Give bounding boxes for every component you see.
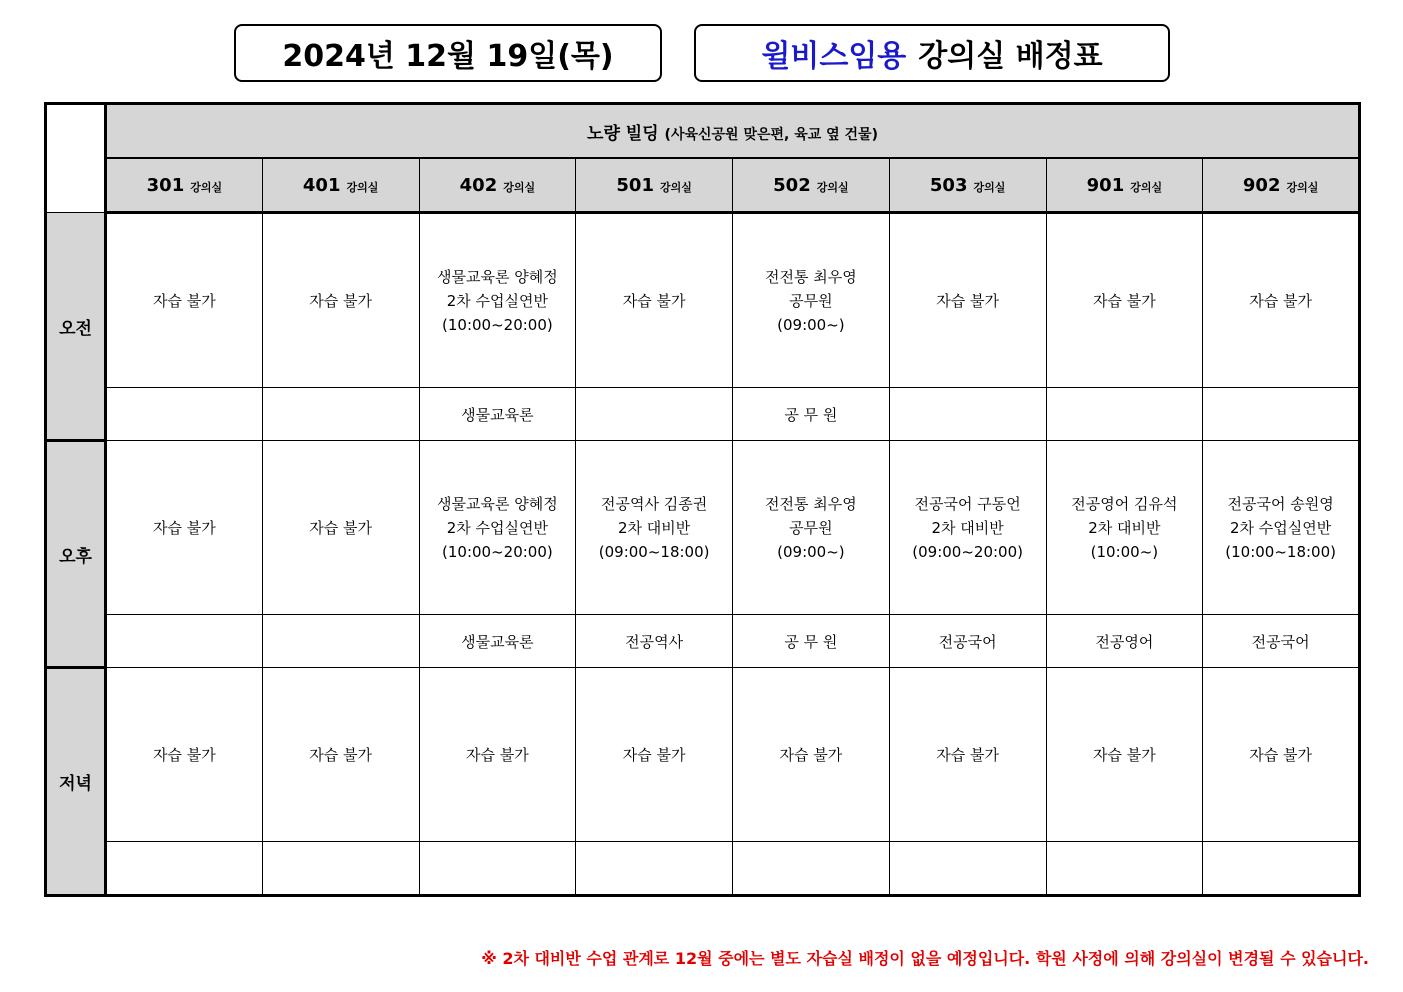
room-suffix: 강의실 xyxy=(503,180,536,194)
subject-cell xyxy=(106,388,263,441)
class-cell xyxy=(1046,213,1203,388)
subject-cell xyxy=(1203,388,1360,441)
subject-cell: 전공국어 xyxy=(1203,615,1360,668)
class-line: 자습 불가 xyxy=(153,291,216,310)
class-line: (10:00~) xyxy=(1090,542,1159,561)
class-line: (09:00~) xyxy=(777,542,845,561)
title-text: 강의실 배정표 xyxy=(918,39,1103,74)
class-line: (09:00~20:00) xyxy=(912,542,1023,561)
room-suffix: 강의실 xyxy=(816,180,849,194)
class-line: (10:00~20:00) xyxy=(442,315,553,334)
class-cell xyxy=(1203,213,1360,388)
class-line: (09:00~18:00) xyxy=(598,542,710,561)
subject-cell xyxy=(889,388,1046,441)
class-line: 자습 불가 xyxy=(153,518,216,537)
subject-cell: 공 무 원 xyxy=(733,388,890,441)
class-line: 2차 대비반 xyxy=(931,518,1004,537)
class-cell xyxy=(419,441,576,615)
corner-cell xyxy=(46,104,106,213)
notice-text: ※ 2차 대비반 수업 관계로 12월 중에는 별도 자습실 배정이 없을 예정입니다. 학원 사정에 의해 강의실이 변경될 수 있습니다. xyxy=(481,949,1369,968)
subject-cell xyxy=(889,842,1046,896)
class-line: 전공역사 김종권 xyxy=(601,494,708,513)
subject-cell xyxy=(576,842,733,896)
class-cell xyxy=(1046,441,1203,615)
room-suffix: 강의실 xyxy=(659,180,692,194)
class-line: 전공국어 송원영 xyxy=(1227,494,1334,513)
class-line: 공무원 xyxy=(789,291,833,310)
class-cell xyxy=(889,668,1046,842)
class-cell xyxy=(576,441,733,615)
class-line: 전전통 최우영 xyxy=(765,267,857,286)
room-header xyxy=(733,158,890,213)
class-cell xyxy=(733,668,890,842)
room-header xyxy=(106,158,263,213)
class-line: 2차 대비반 xyxy=(1088,518,1161,537)
class-line: 자습 불가 xyxy=(779,745,843,764)
subject-cell xyxy=(576,388,733,441)
period-label: 오전 xyxy=(46,213,106,441)
subject-cell xyxy=(1046,842,1203,896)
room-header xyxy=(262,158,419,213)
class-line: 자습 불가 xyxy=(466,745,529,764)
class-line: 자습 불가 xyxy=(936,291,999,310)
subject-cell xyxy=(262,615,419,668)
subject-cell xyxy=(419,842,576,896)
subject-cell xyxy=(106,842,263,896)
class-line: 자습 불가 xyxy=(936,745,999,764)
building-header xyxy=(106,104,1360,159)
room-header xyxy=(1203,158,1360,213)
class-cell xyxy=(106,213,263,388)
class-line: 전공국어 구동언 xyxy=(914,494,1021,513)
class-line: 2차 수업실연반 xyxy=(446,291,548,310)
class-cell xyxy=(106,441,263,615)
room-suffix: 강의실 xyxy=(1286,180,1319,194)
subject-cell: 공 무 원 xyxy=(733,615,890,668)
subject-cell: 생물교육론 xyxy=(419,615,576,668)
class-line: 2차 수업실연반 xyxy=(1229,518,1332,537)
class-cell xyxy=(733,213,890,388)
period-label: 저녁 xyxy=(46,668,106,896)
room-suffix: 강의실 xyxy=(1130,180,1163,194)
class-line: 전전통 최우영 xyxy=(765,494,857,513)
room-number: 901 xyxy=(1086,174,1125,196)
room-header xyxy=(576,158,733,213)
room-suffix: 강의실 xyxy=(973,180,1006,194)
class-line: (09:00~) xyxy=(777,315,845,334)
class-line: 자습 불가 xyxy=(1093,745,1156,764)
room-suffix: 강의실 xyxy=(190,180,223,194)
class-cell xyxy=(889,213,1046,388)
class-line: (10:00~20:00) xyxy=(442,542,553,561)
title-box xyxy=(694,24,1170,82)
class-line: 자습 불가 xyxy=(309,518,372,537)
room-number: 501 xyxy=(616,174,654,196)
subject-cell xyxy=(106,615,263,668)
subject-cell: 전공국어 xyxy=(889,615,1046,668)
class-line: 생물교육론 양혜정 xyxy=(437,267,558,286)
class-cell xyxy=(262,668,419,842)
date-box xyxy=(234,24,662,82)
building-subtitle: (사육신공원 맞은편, 육교 옆 건물) xyxy=(664,126,878,143)
schedule-table xyxy=(44,102,1361,897)
class-line: 자습 불가 xyxy=(153,745,216,764)
class-line: 2차 수업실연반 xyxy=(446,518,548,537)
class-cell xyxy=(419,668,576,842)
class-cell xyxy=(1203,441,1360,615)
class-cell xyxy=(1046,668,1203,842)
subject-cell: 전공역사 xyxy=(576,615,733,668)
subject-cell xyxy=(733,842,890,896)
class-line: 자습 불가 xyxy=(1093,291,1156,310)
class-line: 생물교육론 양혜정 xyxy=(437,494,558,513)
subject-cell xyxy=(1203,842,1360,896)
room-number: 902 xyxy=(1242,174,1281,196)
class-line: 자습 불가 xyxy=(1249,745,1312,764)
class-cell xyxy=(733,441,890,615)
schedule-date: 2024년 12월 19일(목) xyxy=(282,39,614,74)
class-cell xyxy=(1203,668,1360,842)
class-cell xyxy=(262,213,419,388)
class-line: 공무원 xyxy=(789,518,833,537)
room-number: 401 xyxy=(302,174,341,196)
period-label: 오후 xyxy=(46,441,106,668)
class-cell xyxy=(576,213,733,388)
class-line: 2차 대비반 xyxy=(617,518,691,537)
class-cell xyxy=(419,213,576,388)
class-cell xyxy=(262,441,419,615)
class-cell xyxy=(106,668,263,842)
building-name: 노량 빌딩 xyxy=(587,123,659,144)
room-suffix: 강의실 xyxy=(346,180,379,194)
class-cell xyxy=(889,441,1046,615)
subject-cell xyxy=(262,388,419,441)
subject-cell xyxy=(262,842,419,896)
title-accent: 윌비스임용 xyxy=(761,39,907,74)
room-number: 502 xyxy=(773,174,811,196)
subject-cell: 전공영어 xyxy=(1046,615,1203,668)
room-header xyxy=(1046,158,1203,213)
class-line: 전공영어 김유석 xyxy=(1071,494,1178,513)
room-header xyxy=(889,158,1046,213)
class-line: (10:00~18:00) xyxy=(1225,542,1336,561)
class-line: 자습 불가 xyxy=(1249,291,1312,310)
room-number: 402 xyxy=(459,174,498,196)
room-header xyxy=(419,158,576,213)
subject-cell: 생물교육론 xyxy=(419,388,576,441)
class-cell xyxy=(576,668,733,842)
room-number: 301 xyxy=(146,174,185,196)
room-number: 503 xyxy=(929,174,968,196)
class-line: 자습 불가 xyxy=(622,291,686,310)
class-line: 자습 불가 xyxy=(309,745,372,764)
class-line: 자습 불가 xyxy=(309,291,372,310)
class-line: 자습 불가 xyxy=(622,745,686,764)
subject-cell xyxy=(1046,388,1203,441)
